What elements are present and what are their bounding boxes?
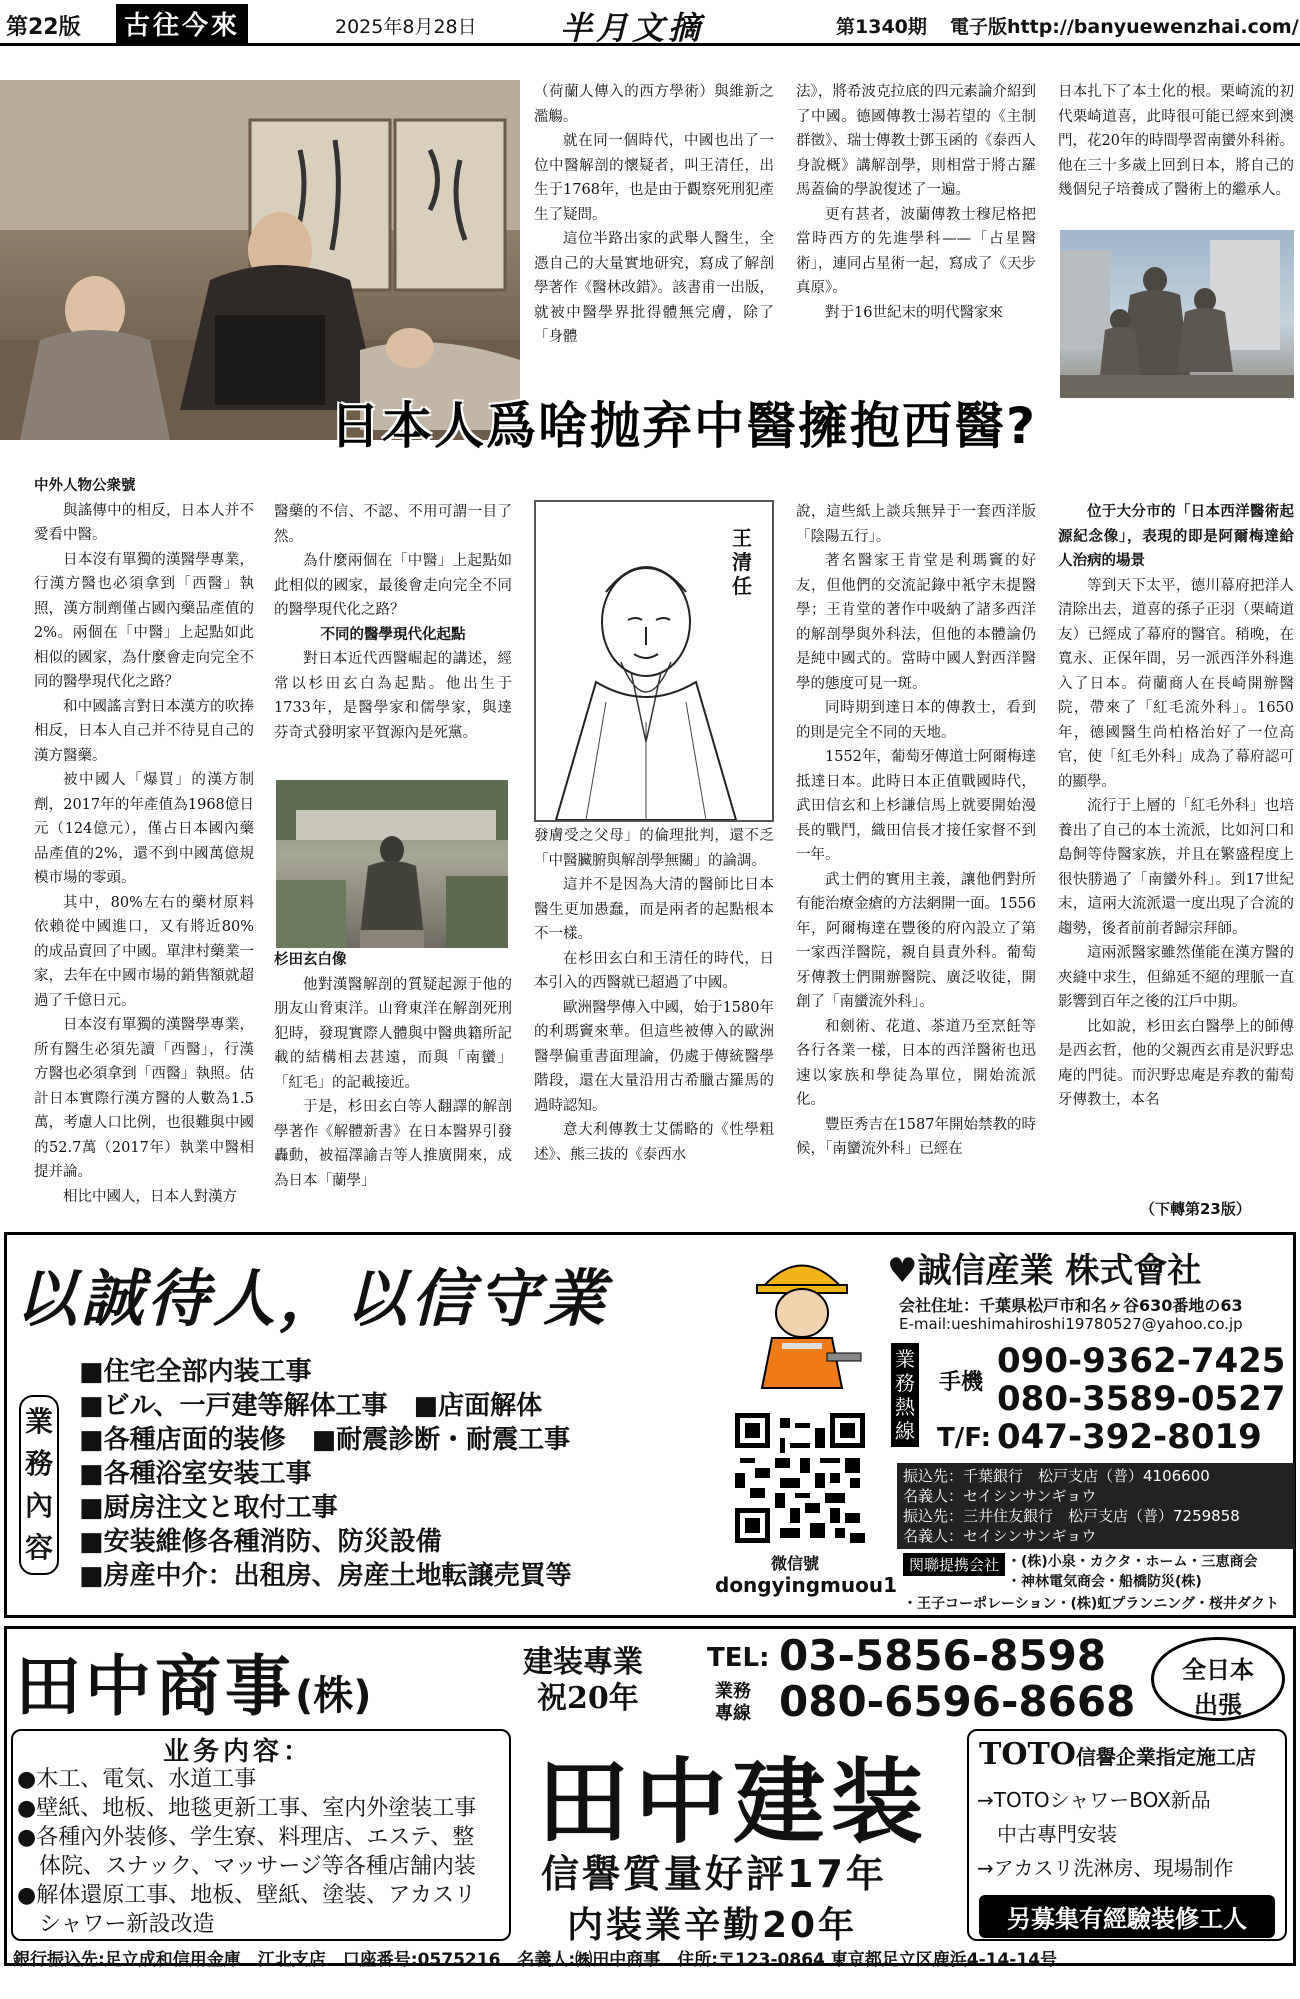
paragraph: 豐臣秀吉在1587年開始禁教的時候，「南蠻流外科」已經在 [796,1116,1036,1157]
wang-qingren-portrait [534,500,774,822]
bank-line: 振込先：三井住友銀行 松戸支店（普）7259858 [903,1507,1240,1525]
toto-item: →TOTOシャワーBOX新品 [977,1788,1211,1812]
ad2-tel-label: TEL: [707,1643,770,1673]
ad2-mobile[interactable]: 080-6596-8668 [779,1677,1136,1726]
service-item: ■安装維修各種消防、防災設備 [79,1527,442,1557]
phone-3[interactable]: 047-392-8019 [997,1417,1262,1457]
service-item: ■住宅全部内装工事 [79,1357,312,1387]
paragraph: 意大利傳教士艾儒略的《性學粗述》、熊三拔的《泰西水 [534,1122,774,1163]
subheading: 不同的醫學現代化起點 [320,626,466,643]
ad2-services-title: 业务内容： [163,1737,314,1767]
paragraph: 著名醫家王肯堂是利瑪竇的好友，但他們的交流記錄中衹字未提醫學；王肯堂的著作中吸納了諸多西洋的解剖學與外科法，但他的本體論仍是純中國式的。當時中國人對西洋醫學的態度可見一斑。 [796,553,1036,692]
service-item: シャワー新設改造 [17,1912,215,1937]
paragraph: 對于16世紀末的明代醫家來 [825,304,1003,321]
mobile-label: 手機 [939,1370,984,1395]
article-column-3 [534,824,774,1224]
article-column-5 [1058,500,1294,1200]
paragraph: 和中國謠言對日本漢方的吹捧相反，日本人自己并不待見自己的漢方醫藥。 [34,698,254,764]
historical-photo-doctor [0,80,520,440]
hotline-label: 業務熱線 [891,1343,919,1447]
service-item: ■ビル、一戸建等解体工事 ■店面解体 [79,1391,543,1421]
bank-info [897,1463,1295,1549]
issue-date: 2025年8月28日 [335,16,477,38]
article-headline: 日本人爲啥抛弃中醫擁抱西醫? [330,397,1038,455]
ad1-address: 会社住址：千葉県松戸市和名ヶ谷630番地の63 [899,1296,1243,1315]
phone-2[interactable]: 080-3589-0527 [997,1379,1286,1419]
statue-group-illustration [1060,230,1294,398]
paragraph: 和劍術、花道、茶道乃至烹飪等各行各業一樣，日本的西洋醫術也迅速以家族和學徒為單位，開始流派化。 [796,1018,1036,1108]
badge-line: 全日本 [1182,1656,1254,1684]
edition-url[interactable]: 電子版http://banyuewenzhai.com/ [950,16,1299,38]
article-column-4 [796,500,1036,1224]
ad2-brand: 田中建装 [537,1749,930,1856]
article-column-2-top [274,500,512,780]
bank-line: 名義人：セイシンサンギョウ [903,1527,1097,1545]
paragraph: 被中國人「爆買」的漢方制劑，2017年的年產值為1968億日元（124億元），僅占日本國內藥品產值的2%，還不到中國萬億規模市場的零頭。 [34,772,254,886]
ad2-anniv-2: 祝20年 [537,1681,639,1716]
paragraph: 1552年，葡萄牙傳道士阿爾梅達抵達日本。此時日本正值戰國時代，武田信玄和上杉謙信馬上就要開始漫長的戰鬥，織田信長才接任家督不到一年。 [796,749,1036,863]
ad-seishin-sangyo [4,1232,1296,1618]
toto-item: →アカスリ洗淋房、現場制作 [977,1856,1234,1880]
paragraph: 更有甚者，波蘭傳教士穆尼格把當時西方的先進學科——「占星醫術」，連同占星術一起，寫成了《天步真原》。 [796,206,1036,296]
paragraph: 這并不是因為大清的醫師比日本醫生更加愚蠢，而是兩者的起點根本不一樣。 [534,877,774,942]
service-item: ■房産中介：出租房、房産土地転譲売買等 [79,1561,572,1591]
service-item: ■各種店面的装修 ■耐震診断・耐震工事 [79,1425,571,1455]
ad1-slogan: 以誠待人，以信守業 [15,1262,610,1335]
paragraph: （荷蘭人傳入的西方學術）與維新之濫觴。 [534,84,774,125]
ad2-footer: 銀行振込先:足立成和信用金庫 江北支店 口座番号:0575216 名義人:㈱田中商事 住所:〒123-0864 東京都足立区鹿浜4-14-14号 [13,1950,1058,1970]
paragraph: 他對漢醫解剖的質疑起源于他的朋友山脅東洋。山脅東洋在解剖死刑犯時，發現實際人體與中醫典籍所記載的結構相去甚遠，而與「南蠻」「紅毛」的記載接近。 [274,976,512,1091]
sugita-statue-photo [276,780,508,948]
paragraph: 其中，80%左右的藥材原料依賴從中國進口，又有將近80%的成品賣回了中國。單津村藥業一家，去年在中國市場的銷售額就超過了千億日元。 [34,894,254,1009]
paragraph: 這兩派醫家雖然僅能在漢方醫的夾縫中求生，但綿延不絕的理脈一直影響到百年之後的江戶中期。 [1058,945,1294,1010]
paragraph: 相比中國人，日本人對漢方 [63,1188,237,1205]
ad1-side-label: 業務內容 [19,1395,59,1575]
ad2-tagline-2: 内装業辛勤20年 [567,1905,858,1946]
byline: 中外人物公衆號 [34,478,136,494]
ad2-anniv-1: 建装專業 [523,1645,643,1680]
paragraph: 于是，杉田玄白等人翻譯的解剖學著作《解體新書》在日本醫界引發轟動，被福澤諭吉等人推廣開來，成為日本「蘭學」 [274,1099,512,1189]
photo-caption-sugita: 杉田玄白像 [274,952,347,968]
company-logo-icon: ♥ [887,1251,918,1291]
paragraph: 歐洲醫學傳入中國，始于1580年的利瑪竇來華。但這些被傳入的歐洲醫學偏重書面理論，仍處于傳統醫學階段，還在大量沿用古希臘古羅馬的過時認知。 [534,999,774,1114]
partner-line: ・神林電気商会・船橋防災(株) [1007,1574,1202,1590]
paragraph: 與謠傳中的相反，日本人并不愛看中醫。 [34,502,254,543]
phone-1[interactable]: 090-9362-7425 [997,1341,1286,1381]
paragraph: 對日本近代西醫崛起的講述，經常以杉田玄白為起點。他出生于1733年，是醫學家和儒學家，與達芬奇式發明家平賀源內是死黨。 [274,651,512,741]
qr-code-icon [735,1413,865,1543]
service-item: ■厨房注文と取付工事 [79,1493,338,1523]
paragraph: 就在同一個時代，中國也出了一位中醫解剖的懷疑者，叫王清任，出生于1768年，也是由于觀察死刑犯產生了疑問。 [534,133,774,223]
partners-label: 関聯提携会社 [903,1553,1005,1576]
article-column-2-bottom [274,948,512,1224]
ad2-services-box [11,1729,511,1941]
paragraph: 日本沒有單獨的漢醫學專業，行漢方醫也必須拿到「西醫」執照，漢方制劑僅占國內藥品產值的2%。兩個在「中醫」上起點如此相似的國家，為什麼會走向完全不同的醫學現代化之路？ [34,551,254,690]
ad2-tel[interactable]: 03-5856-8598 [779,1631,1107,1680]
paragraph: 在杉田玄白和王清任的時代，日本引入的西醫就已超過了中國。 [534,950,774,991]
recruit-banner: 另募集有經驗装修工人 [979,1895,1275,1938]
paragraph: 日本扎下了本土化的根。栗崎流的初代栗崎道喜，此時很可能已經來到澳門，花20年的時間學習南蠻外科術。他在三十多歲上回到日本，將自己的幾個兒子培養成了醫術上的繼承人。 [1058,84,1294,198]
paragraph: 武士們的實用主義，讓他們對所有能治療金瘡的方法網開一面。1556年，阿爾梅達在豐後的府內設立了第一家西洋醫院，親自員責外科。葡萄牙傳教士們開辦醫院、廣泛收徒，開創了「南蠻流外科」。 [796,871,1036,1010]
ad1-company: ♥誠信産業 株式會社 [887,1251,1202,1291]
service-item: ●木工、電気、水道工事 [17,1767,257,1792]
paragraph: 等到天下太平，德川幕府把洋人清除出去，道喜的孫子正羽（栗崎道友）已經成了幕府的醫官。稍晚，在寬永、正保年間，另一派西洋外科進入了日本。荷蘭商人在長崎開辦醫院，帶來了「紅毛流外科」。1650年，德國醫生尚柏格治好了一位高官，使「紅毛外科」成為了幕府認可的顯學。 [1058,577,1294,790]
wechat-qr-code[interactable] [735,1413,865,1543]
paragraph: 說，這些紙上談兵無异于一套西洋版「陰陽五行」。 [796,504,1036,545]
bank-line: 名義人：セイシンサンギョウ [903,1487,1097,1505]
page-header [0,0,1300,46]
paragraph: 同時期到達日本的傳教士，看到的則是完全不同的天地。 [796,700,1036,741]
article-column-top-2 [796,80,1036,430]
partner-line: ・(株)小泉・カクタ・ホーム・三恵商会 [1007,1554,1258,1570]
paragraph: 比如說，杉田玄白醫學上的師傅是西玄哲，他的父親西玄甫是沢野忠庵的門徒。而沢野忠庵是弃教的葡萄牙傳教士，本名 [1058,1018,1294,1108]
section-label: 古往今來 [116,4,248,43]
service-item: ●解体還原工事、地板、壁紙、塗装、アカスリ [17,1883,476,1908]
service-item: ■各種浴室安装工事 [79,1459,312,1489]
ad2-badge [1151,1637,1285,1721]
ad2-toto-box [967,1729,1287,1941]
paragraph: 日本沒有單獨的漢醫學專業，所有醫生必須先讀「西醫」，行漢方醫也必須拿到「西醫」執照。估計日本實際行漢方醫的人數為1.5萬，考慮人口比例，也很難與中國的52.7萬（2017年）執業中醫相提并論。 [34,1017,254,1180]
badge-line: 出張 [1194,1691,1242,1719]
ad1-services [79,1355,739,1593]
paper-name: 半月文摘 [560,9,705,47]
ad1-email[interactable]: E-mail:ueshimahiroshi19780527@yahoo.co.jp [899,1315,1243,1333]
paragraph: 發膚受之父母」的倫理批判，還不乏「中醫臟腑與解剖學無關」的論調。 [534,828,774,869]
continued-note: （下轉第23版） [1140,1200,1251,1218]
service-item: ●各種內外装修、学生寮、料理店、エステ、整 [17,1825,475,1850]
bank-line: 振込先：千葉銀行 松戸支店（普）4106600 [903,1467,1210,1485]
service-item: ●壁紙、地板、地毯更新工事、室内外塗装工事 [17,1796,477,1821]
toto-item: 中古專門安装 [977,1822,1117,1846]
ad2-biz-label-1: 業務 [715,1681,751,1702]
paragraph: 法》，將希波克拉底的四元素論介紹到了中國。德國傳教士湯若望的《主制群徵》、瑞士傳教士鄧玉函的《泰西人身說概》講解剖學，則相當于將古羅馬蓋倫的學說復述了一遍。 [796,84,1036,198]
wechat-id: dongyingmuou1 [715,1573,898,1597]
paragraph: 流行于上層的「紅毛外科」也培養出了自己的本土流派，比如河口和島飼等侍醫家族，并且在繁盛程度上很快勝過了「南蠻外科」。到17世紀末，這兩大流派還一度出現了合流的趨勢，後者前前者歸宗拜師。 [1058,798,1294,937]
issue-number: 第1340期 [836,16,927,38]
paragraph: 這位半路出家的武舉人醫生，全憑自己的大量實地研究，寫成了解剖學著作《醫林改錯》。該書甫一出版，就被中醫學界批得體無完膚，除了「身體 [534,231,774,345]
ad-tanaka-shoji [4,1626,1296,1970]
sugita-statue-illustration [276,780,508,948]
doctor-scene-illustration [0,80,520,440]
partner-line: ・王子コーポレーション・(株)虹プランニング・桜井ダクト [903,1596,1279,1612]
ad2-company: 田中商事(株) [15,1648,372,1725]
tf-label: T/F: [937,1423,991,1453]
construction-worker-icon [737,1243,867,1393]
portrait-label: 王清任 [732,526,752,598]
toto-title: TOTO信譽企業指定施工店 [979,1737,1256,1772]
page-label: 第22版 [6,15,81,40]
article-column-top-3 [1058,80,1294,230]
service-item: 体院、スナック、マッサージ等各種店舗内装 [17,1854,476,1879]
article-column-1 [34,474,254,1224]
ad2-biz-label-2: 專線 [715,1703,751,1724]
ad2-tagline-1: 信譽質量好評17年 [541,1852,887,1896]
paragraph: 醫藥的不信、不認、不用可謂一目了然。 [274,504,512,545]
photo-caption-statue: 位于大分市的「日本西洋醫術起源紀念像」，表現的即是阿爾梅達給人治病的場景 [1058,504,1294,569]
paragraph: 為什麼兩個在「中醫」上起點如此相似的國家，最後會走向完全不同的醫學現代化之路？ [274,553,512,618]
ad2-service-list [17,1765,476,1939]
statue-photo [1060,230,1294,398]
article-column-top-1 [534,80,774,430]
wechat-label: 微信號 [771,1554,820,1573]
